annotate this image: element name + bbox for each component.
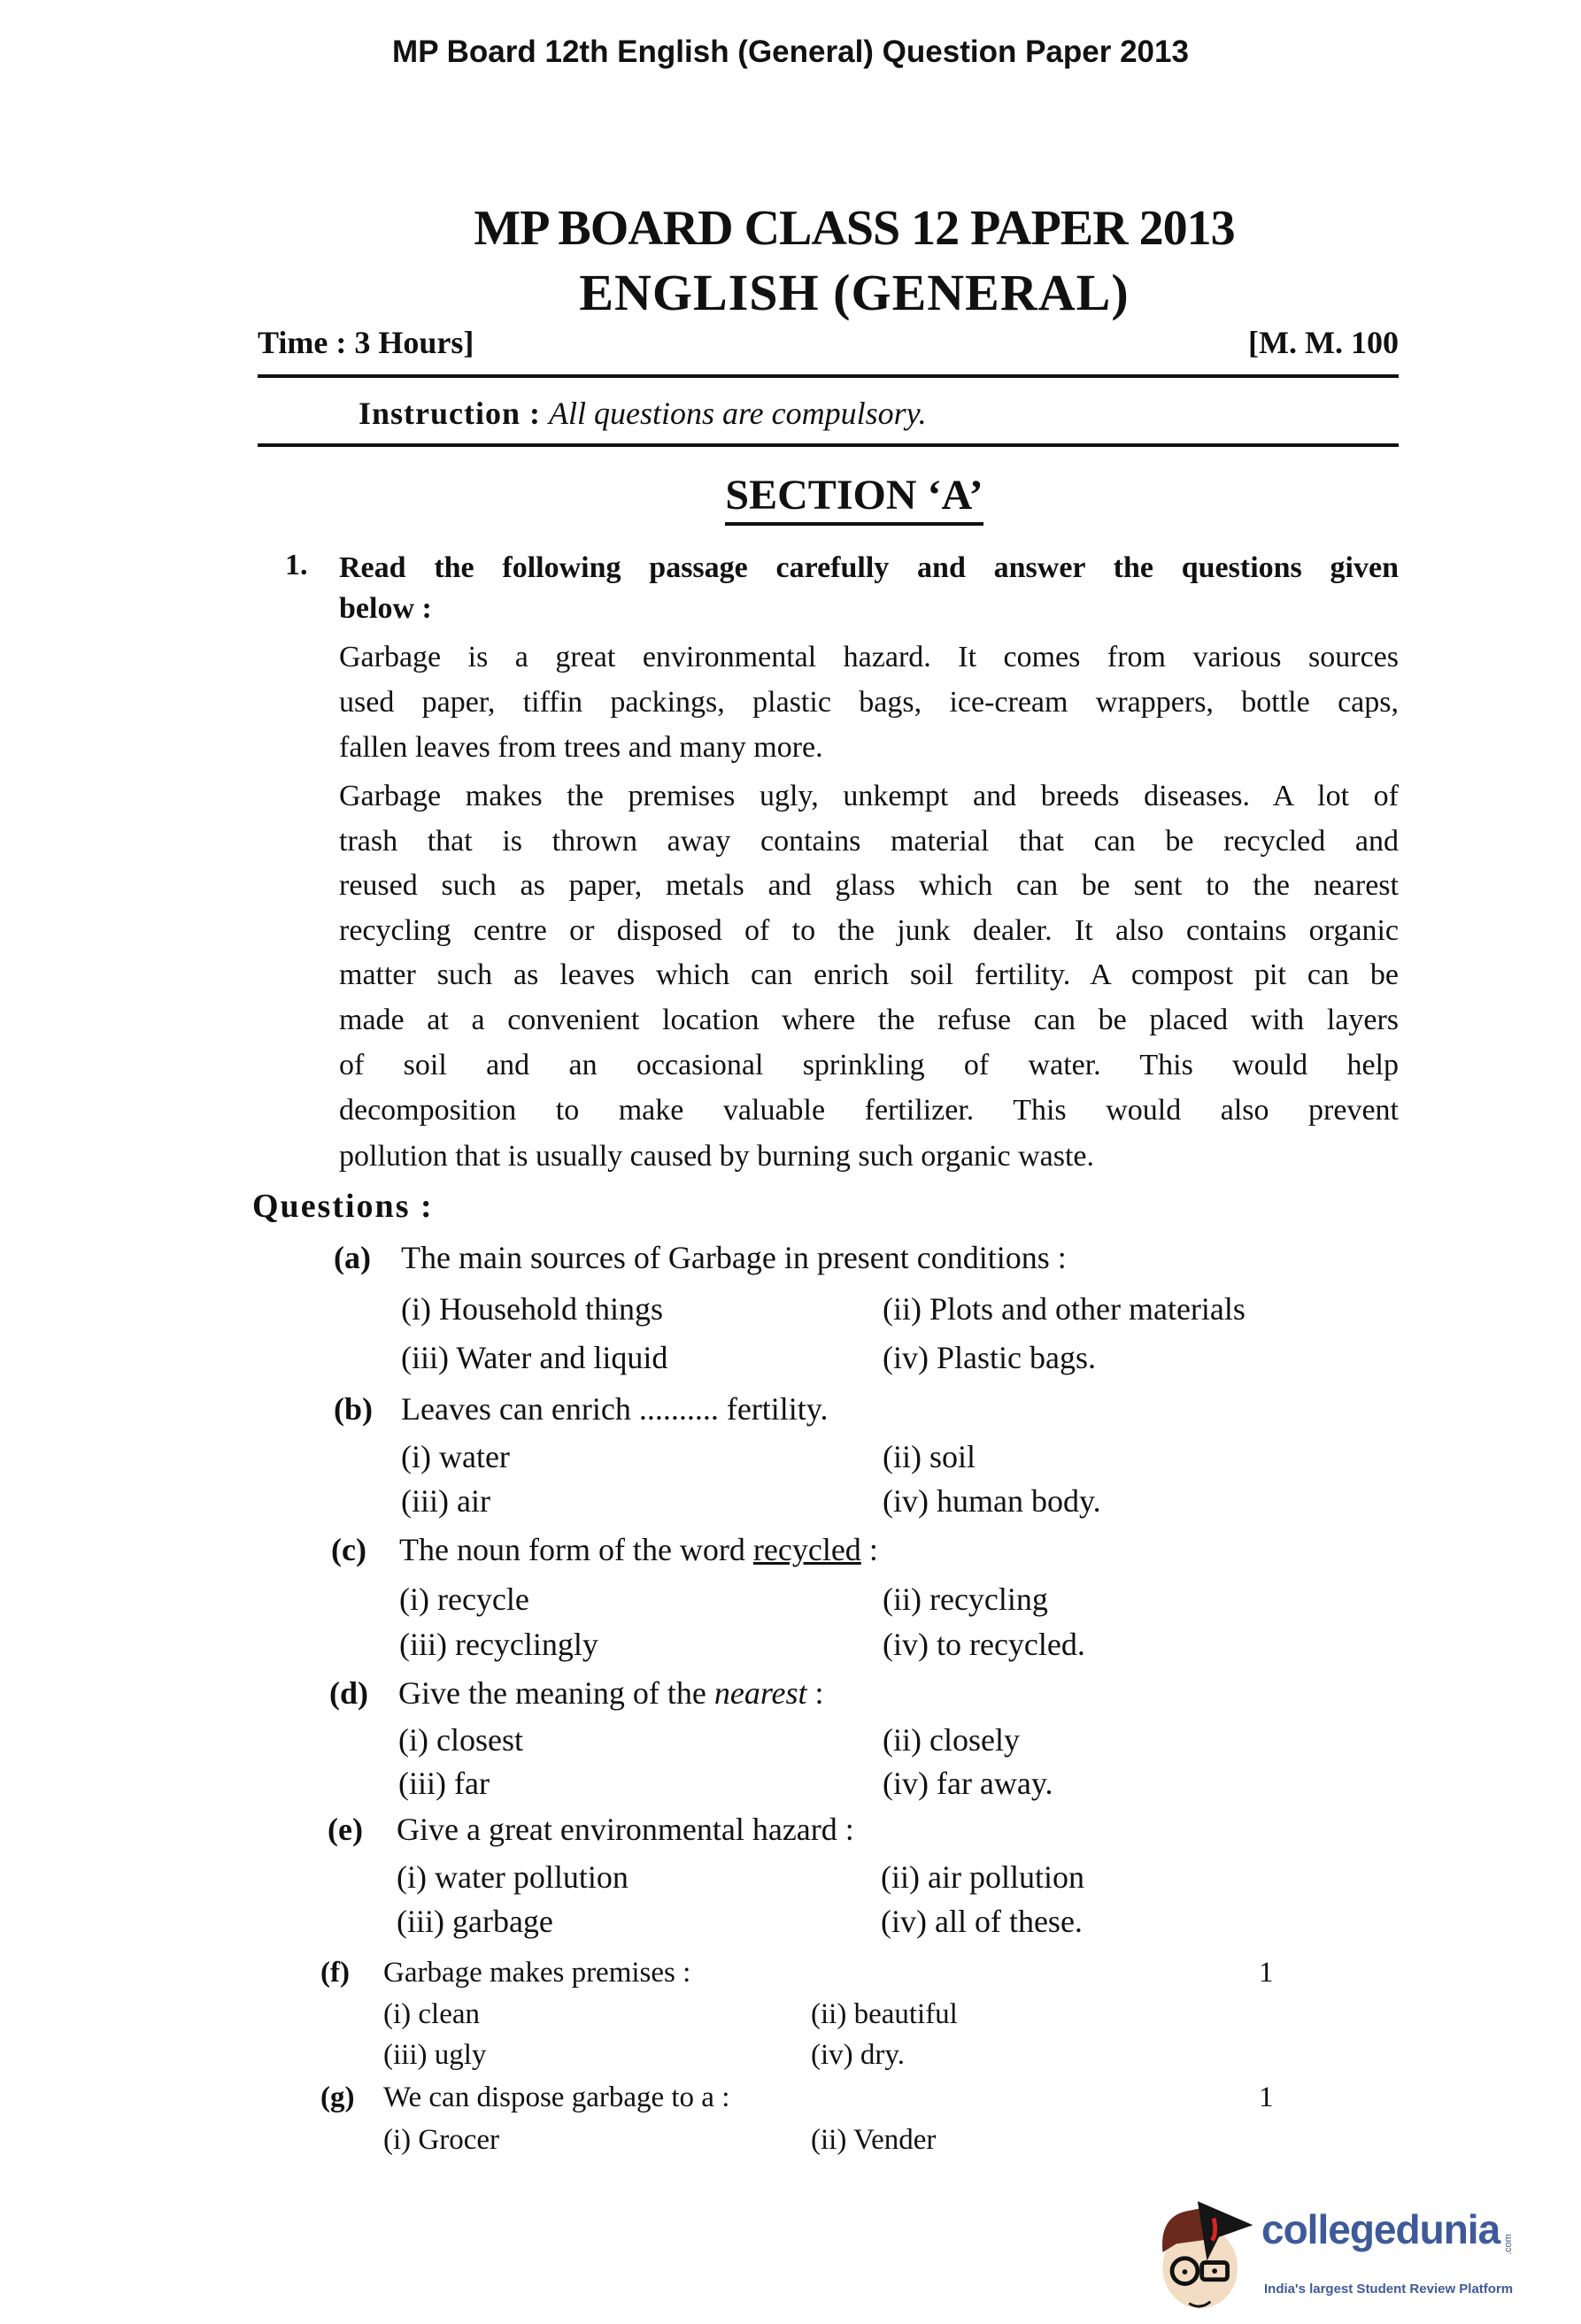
question-prompt: Read the following passage carefully and answer the questions given <box>339 551 1399 584</box>
instruction-text: All questions are compulsory. <box>549 396 927 431</box>
passage-line: reused such as paper, metals and glass which can be sent to the nearest <box>339 869 1399 902</box>
passage-line: recycling centre or disposed of to the junk dealer. It also contains organic <box>339 914 1399 947</box>
passage-line: made at a convenient location where the refuse can be placed with layers <box>339 1004 1399 1036</box>
option: (iv) far away. <box>883 1766 1053 1801</box>
option: (iii) garbage <box>397 1904 553 1939</box>
option: (iii) ugly <box>383 2039 487 2071</box>
option: (ii) closely <box>883 1722 1020 1758</box>
brand-name: collegedunia <box>1261 2206 1500 2252</box>
italic-word: nearest <box>713 1675 807 1711</box>
brand-tagline: India's largest Student Review Platform <box>1264 2282 1514 2297</box>
option: (iii) far <box>398 1766 490 1801</box>
option: (i) Household things <box>401 1291 663 1327</box>
option: (i) closest <box>398 1722 523 1758</box>
time-allowed: Time : 3 Hours] <box>258 325 474 360</box>
option: (iii) air <box>401 1483 490 1519</box>
option: (iv) all of these. <box>881 1904 1083 1939</box>
question-number: 1. <box>285 549 308 581</box>
question-text: Garbage makes premises : <box>383 1957 691 1989</box>
question-label: (f) <box>320 1957 350 1989</box>
question-prompt-cont: below : <box>339 592 432 625</box>
passage-line: Garbage makes the premises ugly, unkempt and breeds diseases. A lot of <box>339 780 1399 812</box>
option: (iv) Plastic bags. <box>883 1340 1096 1375</box>
option: (i) Grocer <box>383 2124 500 2156</box>
option: (ii) recycling <box>883 1581 1048 1617</box>
passage-line: trash that is thrown away contains material that can be recycled and <box>339 825 1399 858</box>
page-header: MP Board 12th English (General) Question Paper 2013 <box>392 35 1189 69</box>
section-heading <box>0 471 1581 519</box>
divider <box>258 443 1399 447</box>
passage-line: decomposition to make valuable fertilizer. This would also prevent <box>339 1094 1399 1127</box>
option: (iii) recyclingly <box>399 1627 598 1662</box>
option: (i) recycle <box>399 1581 529 1617</box>
option: (iii) Water and liquid <box>401 1340 668 1375</box>
paper-subject: ENGLISH (GENERAL) <box>579 264 1130 321</box>
option: (ii) soil <box>883 1439 976 1474</box>
question-marks: 1 <box>1259 1957 1274 1989</box>
question-text: The main sources of Garbage in present conditions : <box>401 1240 1067 1275</box>
passage-line: used paper, tiffin packings, plastic bags, ice-cream wrappers, bottle caps, <box>339 686 1399 719</box>
option: (ii) air pollution <box>881 1859 1084 1895</box>
option: (iv) dry. <box>811 2039 905 2071</box>
underlined-word: recycled <box>752 1532 861 1567</box>
instruction-label: Instruction : <box>359 396 542 431</box>
question-marks: 1 <box>1259 2082 1274 2113</box>
question-label: (a) <box>334 1240 371 1275</box>
paper-title: MP BOARD CLASS 12 PAPER 2013 <box>474 201 1235 256</box>
question-text <box>398 1674 824 1712</box>
option: (i) clean <box>383 1998 481 2030</box>
option: (ii) beautiful <box>811 1998 958 2030</box>
passage-line: fallen leaves from trees and many more. <box>339 731 823 764</box>
section-title: SECTION ‘A’ <box>725 472 983 526</box>
passage-line: pollution that is usually caused by burning such organic waste. <box>339 1140 1095 1173</box>
question-label: (d) <box>329 1675 368 1711</box>
questions-heading: Questions : <box>252 1188 434 1225</box>
question-text <box>399 1531 878 1568</box>
brand-suffix: .com <box>1503 2234 1514 2255</box>
text: : <box>806 1675 824 1711</box>
option: (iv) human body. <box>883 1483 1101 1519</box>
text: : <box>860 1532 878 1567</box>
passage-line: matter such as leaves which can enrich soil fertility. A compost pit can be <box>339 958 1399 991</box>
text: The noun form of the word <box>399 1532 753 1567</box>
option: (iv) to recycled. <box>883 1627 1085 1662</box>
question-label: (e) <box>328 1812 363 1847</box>
question-text: Give a great environmental hazard : <box>397 1812 854 1847</box>
option: (ii) Plots and other materials <box>883 1291 1246 1327</box>
instruction <box>359 395 927 432</box>
option: (i) water <box>401 1439 510 1474</box>
question-label: (g) <box>320 2082 355 2113</box>
question-label: (b) <box>334 1391 373 1427</box>
passage-line: of soil and an occasional sprinkling of water. This would help <box>339 1049 1399 1081</box>
mascot-logo-icon <box>1151 2190 1261 2314</box>
question-text: Leaves can enrich .......... fertility. <box>401 1391 829 1427</box>
divider <box>258 374 1399 378</box>
option: (i) water pollution <box>397 1859 629 1895</box>
question-label: (c) <box>331 1532 366 1567</box>
max-marks: [M. M. 100 <box>1248 325 1399 360</box>
text: Give the meaning of the <box>398 1675 714 1711</box>
question-text: We can dispose garbage to a : <box>383 2082 730 2113</box>
passage-line: Garbage is a great environmental hazard. It comes from various sources <box>339 641 1399 673</box>
option: (ii) Vender <box>811 2124 937 2156</box>
